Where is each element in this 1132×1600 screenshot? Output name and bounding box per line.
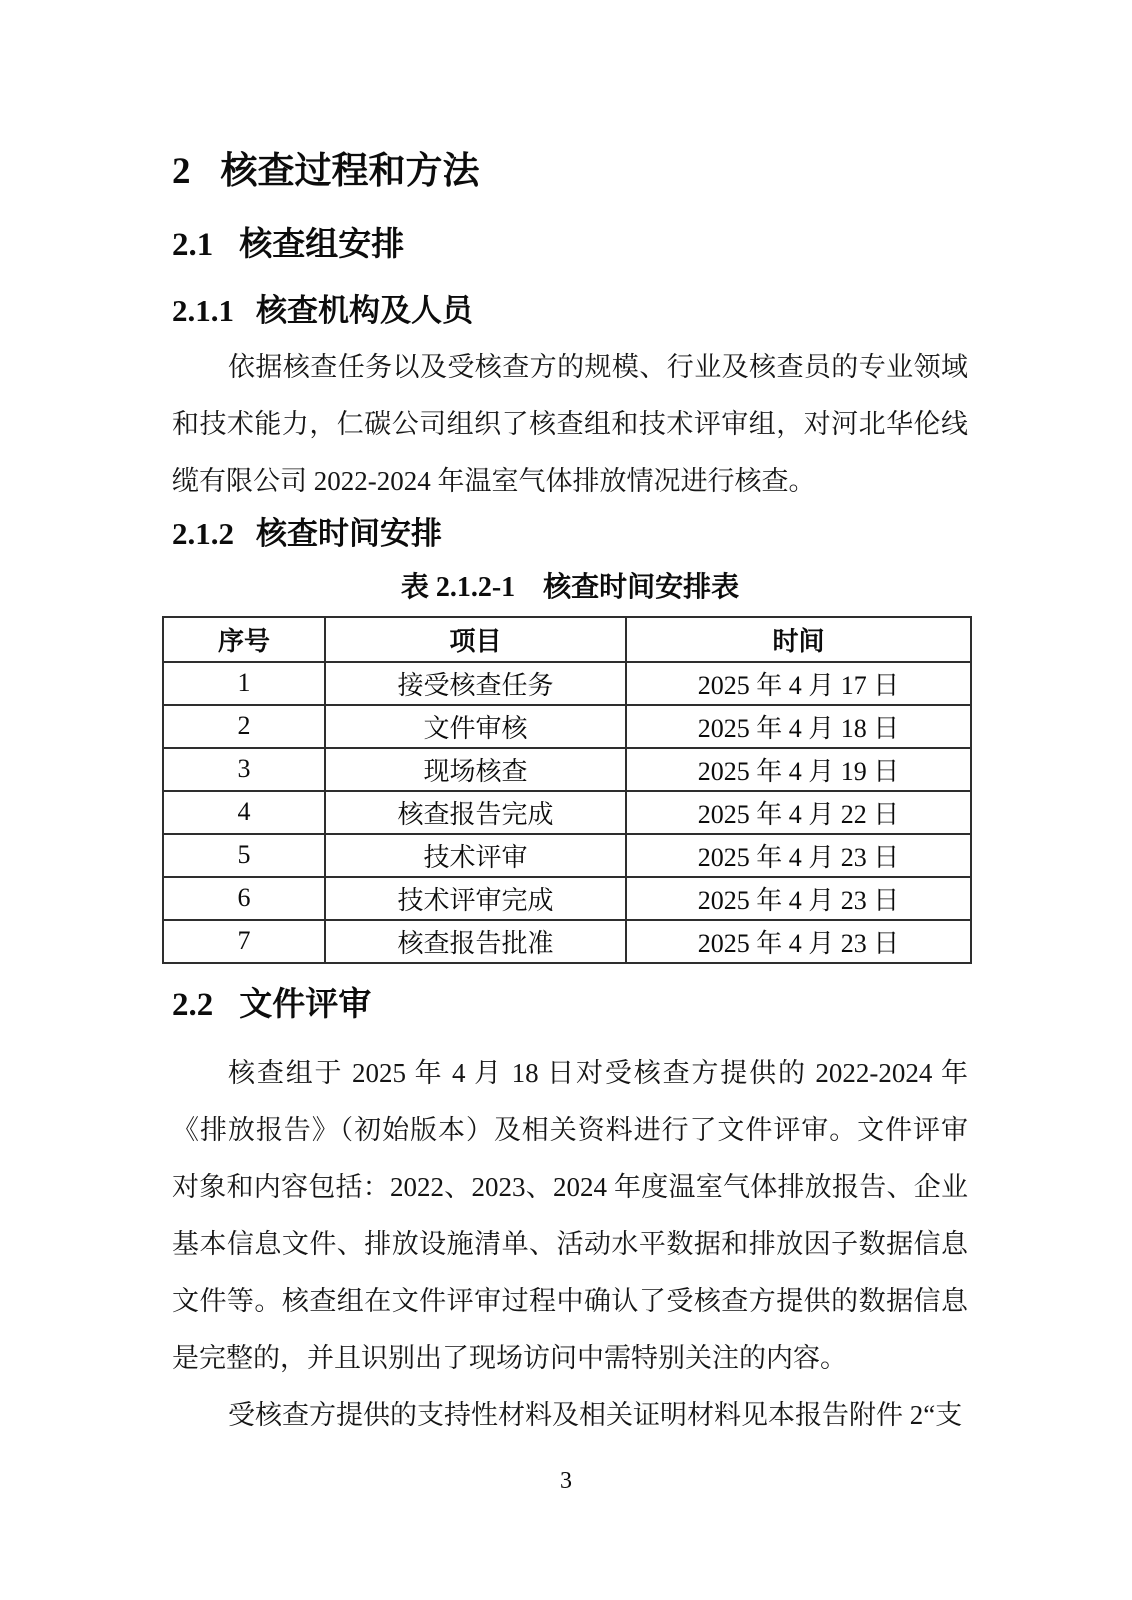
cell-seq: 5 bbox=[163, 834, 325, 877]
paragraph-supporting-materials: 受核查方提供的支持性材料及相关证明材料见本报告附件 2“支 bbox=[228, 1399, 963, 1430]
heading-number: 2.1.2 bbox=[172, 516, 234, 552]
cell-item: 技术评审完成 bbox=[325, 877, 626, 920]
document-content bbox=[172, 0, 968, 1444]
heading-title: 文件评审 bbox=[239, 986, 372, 1023]
heading-chapter-2 bbox=[172, 150, 968, 194]
cell-item: 核查报告批准 bbox=[325, 920, 626, 963]
cell-seq: 7 bbox=[163, 920, 325, 963]
heading-title: 核查机构及人员 bbox=[256, 292, 473, 328]
paragraph-document-review: 核查组于 2025 年 4 月 18 日对受核查方提供的 2022-2024 年《排放报告》（初始版本）及相关资料进行了文件评审。文件评审对象和内容包括：2022、2023、2024 年度温室气体排放报告、企业基本信息文件、排放设施清单、活动水平数据和排放因子数据信息文件等。核查组在文件评审过程中确认了受核查方提供的数据信息是完整的，并且识别出了现场访问中需特别关注的内容。 bbox=[172, 1057, 968, 1373]
cell-item: 接受核查任务 bbox=[325, 662, 626, 705]
cell-item: 文件审核 bbox=[325, 705, 626, 748]
col-header-item: 项目 bbox=[325, 617, 626, 662]
heading-number: 2.2 bbox=[172, 986, 214, 1023]
table-row bbox=[163, 834, 971, 877]
cell-seq: 1 bbox=[163, 662, 325, 705]
cell-seq: 4 bbox=[163, 791, 325, 834]
cell-item: 技术评审 bbox=[325, 834, 626, 877]
table-row bbox=[163, 877, 971, 920]
cell-seq: 6 bbox=[163, 877, 325, 920]
heading-section-2-1-1 bbox=[172, 292, 968, 329]
cell-time: 2025 年 4 月 23 日 bbox=[626, 877, 971, 920]
cell-time: 2025 年 4 月 19 日 bbox=[626, 748, 971, 791]
table-row bbox=[163, 662, 971, 705]
cell-time: 2025 年 4 月 18 日 bbox=[626, 705, 971, 748]
cell-item: 核查报告完成 bbox=[325, 791, 626, 834]
heading-title: 核查过程和方法 bbox=[220, 151, 480, 192]
heading-title: 核查组安排 bbox=[239, 227, 405, 264]
col-header-time: 时间 bbox=[626, 617, 971, 662]
cell-seq: 3 bbox=[163, 748, 325, 791]
cell-item: 现场核查 bbox=[325, 748, 626, 791]
heading-title: 核查时间安排 bbox=[256, 516, 442, 552]
cell-time: 2025 年 4 月 23 日 bbox=[626, 834, 971, 877]
heading-number: 2.1 bbox=[172, 227, 214, 264]
table-row bbox=[163, 705, 971, 748]
heading-section-2-1 bbox=[172, 226, 968, 266]
col-header-seq: 序号 bbox=[163, 617, 325, 662]
schedule-table bbox=[162, 616, 972, 964]
heading-section-2-2 bbox=[172, 986, 968, 1026]
table-caption: 表 2.1.2-1 核查时间安排表 bbox=[400, 572, 740, 604]
paragraph-verification-team: 依据核查任务以及受核查方的规模、行业及核查员的专业领域和技术能力，仁碳公司组织了核查组和技术评审组，对河北华伦线缆有限公司 2022-2024 年温室气体排放情况进行核查。 bbox=[172, 352, 968, 497]
heading-number: 2 bbox=[172, 151, 191, 192]
table-row bbox=[163, 791, 971, 834]
table-row bbox=[163, 748, 971, 791]
table-header-row bbox=[163, 617, 971, 662]
cell-time: 2025 年 4 月 23 日 bbox=[626, 920, 971, 963]
cell-time: 2025 年 4 月 22 日 bbox=[626, 791, 971, 834]
page-number: 3 bbox=[560, 1468, 572, 1494]
heading-number: 2.1.1 bbox=[172, 292, 234, 328]
cell-time: 2025 年 4 月 17 日 bbox=[626, 662, 971, 705]
table-row bbox=[163, 920, 971, 963]
cell-seq: 2 bbox=[163, 705, 325, 748]
heading-section-2-1-2 bbox=[172, 515, 968, 552]
